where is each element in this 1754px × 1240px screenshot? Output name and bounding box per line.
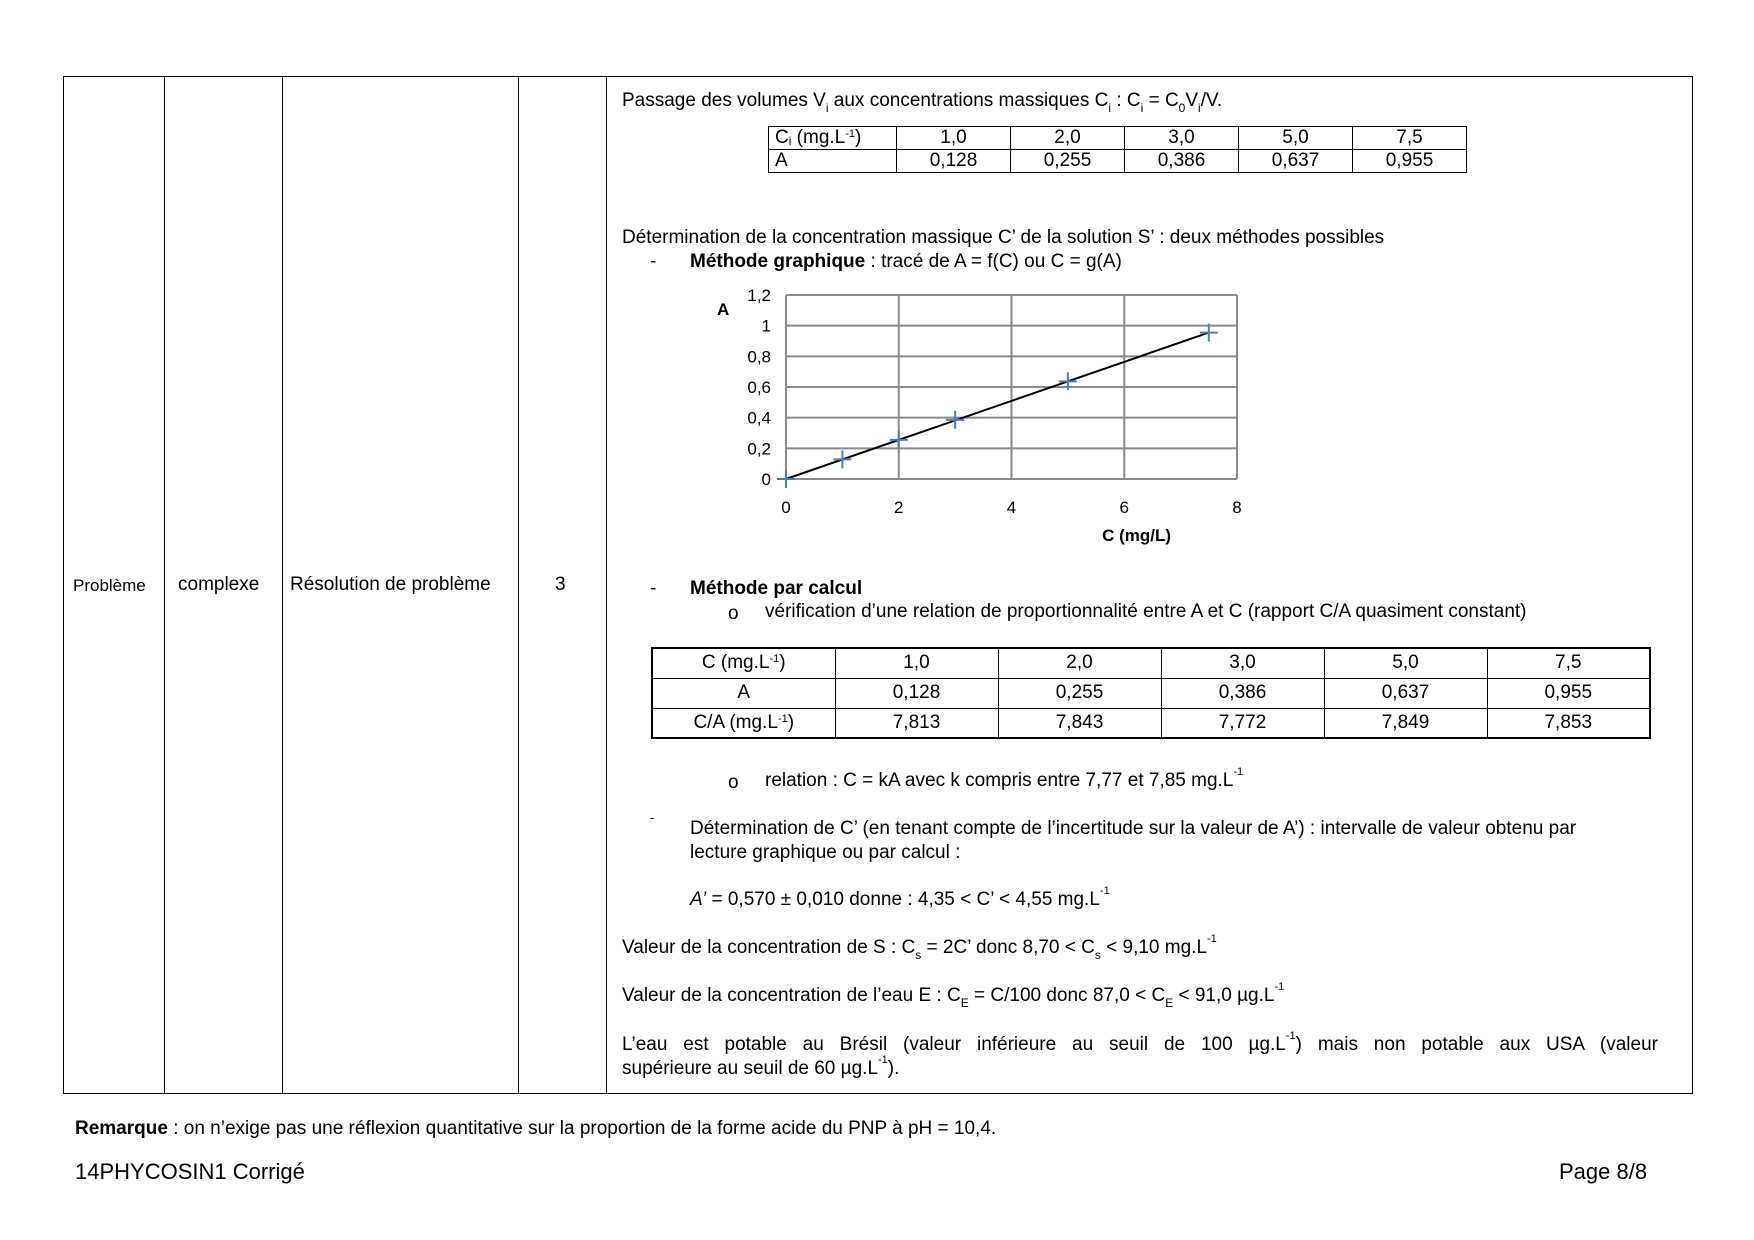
table-cell: 0,386: [1161, 678, 1324, 708]
y-tick-label: 1,2: [747, 286, 771, 305]
footer-page-number: Page 8/8: [1559, 1159, 1648, 1184]
x-tick-label: 0: [781, 498, 791, 517]
x-tick-label: 4: [1006, 498, 1017, 517]
table-header-cell: A: [769, 150, 897, 173]
table-cell: 0,637: [1239, 150, 1353, 173]
cell-problem: Problème: [73, 576, 146, 595]
table-row: [652, 678, 1650, 708]
table-cell: 7,5: [1353, 127, 1467, 150]
table-row: [769, 127, 1467, 150]
data-point: [946, 411, 964, 429]
volume-to-concentration-line: Passage des volumes $V_i$ aux concentrations massiques $C_i$ : $C_i = C_0V_i/V$.: [622, 90, 1223, 115]
table-header-cell: $C_i$ $(mg.L^{-1})$: [769, 127, 897, 150]
determination-c-line2: lecture graphique ou par calcul :: [690, 842, 961, 863]
table-header-cell: C $(mg.L^{-1})$: [652, 648, 835, 678]
table-cell: 1,0: [897, 127, 1011, 150]
conclusion-line1: L’eau est potable au Brésil (valeur inférieure au seuil de 100 $\mu g.L^{-1}$) mais non potable aux USA (valeur: [622, 1030, 1658, 1055]
table-cell: 7,849: [1324, 708, 1487, 738]
absorbance-chart: [680, 285, 1260, 555]
graphical-method-line: Méthode graphique : tracé de A = f(C) ou C = g(A): [690, 251, 1122, 272]
table-cell: 5,0: [1239, 127, 1353, 150]
cell-competence: Résolution de problème: [290, 574, 491, 595]
data-point: [833, 450, 851, 468]
x-tick-label: 6: [1119, 498, 1129, 517]
table-cell: 3,0: [1125, 127, 1239, 150]
table-cell: 5,0: [1324, 648, 1487, 678]
proportionality-check: vérification d’une relation de proportionnalité entre A et C (rapport C/A quasiment constant): [765, 601, 1527, 622]
concentration-table: [768, 126, 1467, 173]
chart-grid: [786, 295, 1237, 479]
table-cell: 0,637: [1324, 678, 1487, 708]
determination-heading: Détermination de la concentration massique C’ de la solution S’ : deux méthodes possibles: [622, 227, 1385, 248]
data-point: [777, 470, 795, 488]
determination-dash: -: [650, 810, 655, 825]
ratio-table: [651, 647, 1651, 739]
remark: Remarque : on n’exige pas une réflexion quantitative sur la proportion de la forme acide du PNP à pH = 10,4.: [75, 1118, 997, 1139]
relation-bullet: o: [728, 772, 739, 793]
footer-doc-id: 14PHYCOSIN1 Corrigé: [75, 1159, 305, 1184]
table-header-cell: A: [652, 678, 835, 708]
column-divider: [282, 76, 283, 1094]
table-row: [769, 150, 1467, 173]
data-point: [890, 431, 908, 449]
x-tick-label: 2: [894, 498, 904, 517]
table-row: [652, 708, 1650, 738]
table-cell: 0,386: [1125, 150, 1239, 173]
conclusion-line2: supérieure au seuil de 60 $\mu g.L^{-1}$).: [622, 1054, 900, 1079]
table-cell: 7,843: [998, 708, 1161, 738]
column-divider: [518, 76, 519, 1094]
calc-method-title: Méthode par calcul: [690, 578, 863, 599]
table-cell: 7,772: [1161, 708, 1324, 738]
cell-level: 3: [555, 574, 566, 595]
table-cell: 7,5: [1487, 648, 1650, 678]
concentration-s-line: Valeur de la concentration de S : $C_s = 2C$’ donc $8,70 < C_s < 9,10$ $mg.L^{-1}$: [622, 933, 1217, 962]
y-tick-label: 0,2: [747, 439, 771, 459]
table-cell: 0,955: [1487, 678, 1650, 708]
a-prime-line: A’ = 0,570 ± 0,010 donne : 4,35 < C’ < 4,55 $mg.L^{-1}$: [690, 885, 1110, 910]
table-row: [652, 648, 1650, 678]
y-tick-label: 0,4: [747, 408, 771, 428]
column-divider: [164, 76, 165, 1094]
table-cell: 0,255: [1011, 150, 1125, 173]
chart-x-ticks: [781, 498, 1241, 517]
table-cell: 2,0: [1011, 127, 1125, 150]
cell-complexity: complexe: [178, 574, 260, 595]
x-tick-label: 8: [1232, 498, 1242, 517]
y-tick-label: 0,6: [747, 378, 771, 397]
table-cell: 3,0: [1161, 648, 1324, 678]
determination-c-line1: Détermination de C’ (en tenant compte de l’incertitude sur la valeur de A’) : intervalle de valeur obtenu par: [690, 818, 1577, 839]
table-cell: 7,853: [1487, 708, 1650, 738]
calc-method-dash: -: [650, 578, 657, 599]
calc-bullet: o: [728, 603, 739, 624]
table-cell: 1,0: [835, 648, 998, 678]
column-divider: [606, 76, 607, 1094]
chart-y-label: A: [717, 300, 730, 319]
y-tick-label: 0: [761, 470, 771, 489]
table-cell: 0,955: [1353, 150, 1467, 173]
y-tick-label: 1: [761, 316, 771, 336]
table-cell: 7,813: [835, 708, 998, 738]
chart-x-label: C (mg/L): [1102, 526, 1171, 545]
chart-y-ticks: [747, 286, 771, 489]
trend-line: [786, 333, 1209, 479]
table-cell: 0,128: [835, 678, 998, 708]
table-header-cell: C/A $(mg.L^{-1})$: [652, 708, 835, 738]
table-cell: 2,0: [998, 648, 1161, 678]
graphical-method-dash: -: [650, 251, 657, 272]
y-tick-label: 0,8: [747, 347, 771, 367]
relation-line: relation : C = kA avec k compris entre 7,77 et 7,85 $mg.L^{-1}$: [765, 766, 1244, 791]
table-cell: 0,128: [897, 150, 1011, 173]
concentration-e-line: Valeur de la concentration de l’eau E : $C_E = C/100$ donc $87,0 < C_E < 91,0$ $\mu g.L^{-1}$: [622, 981, 1285, 1010]
table-cell: 0,255: [998, 678, 1161, 708]
